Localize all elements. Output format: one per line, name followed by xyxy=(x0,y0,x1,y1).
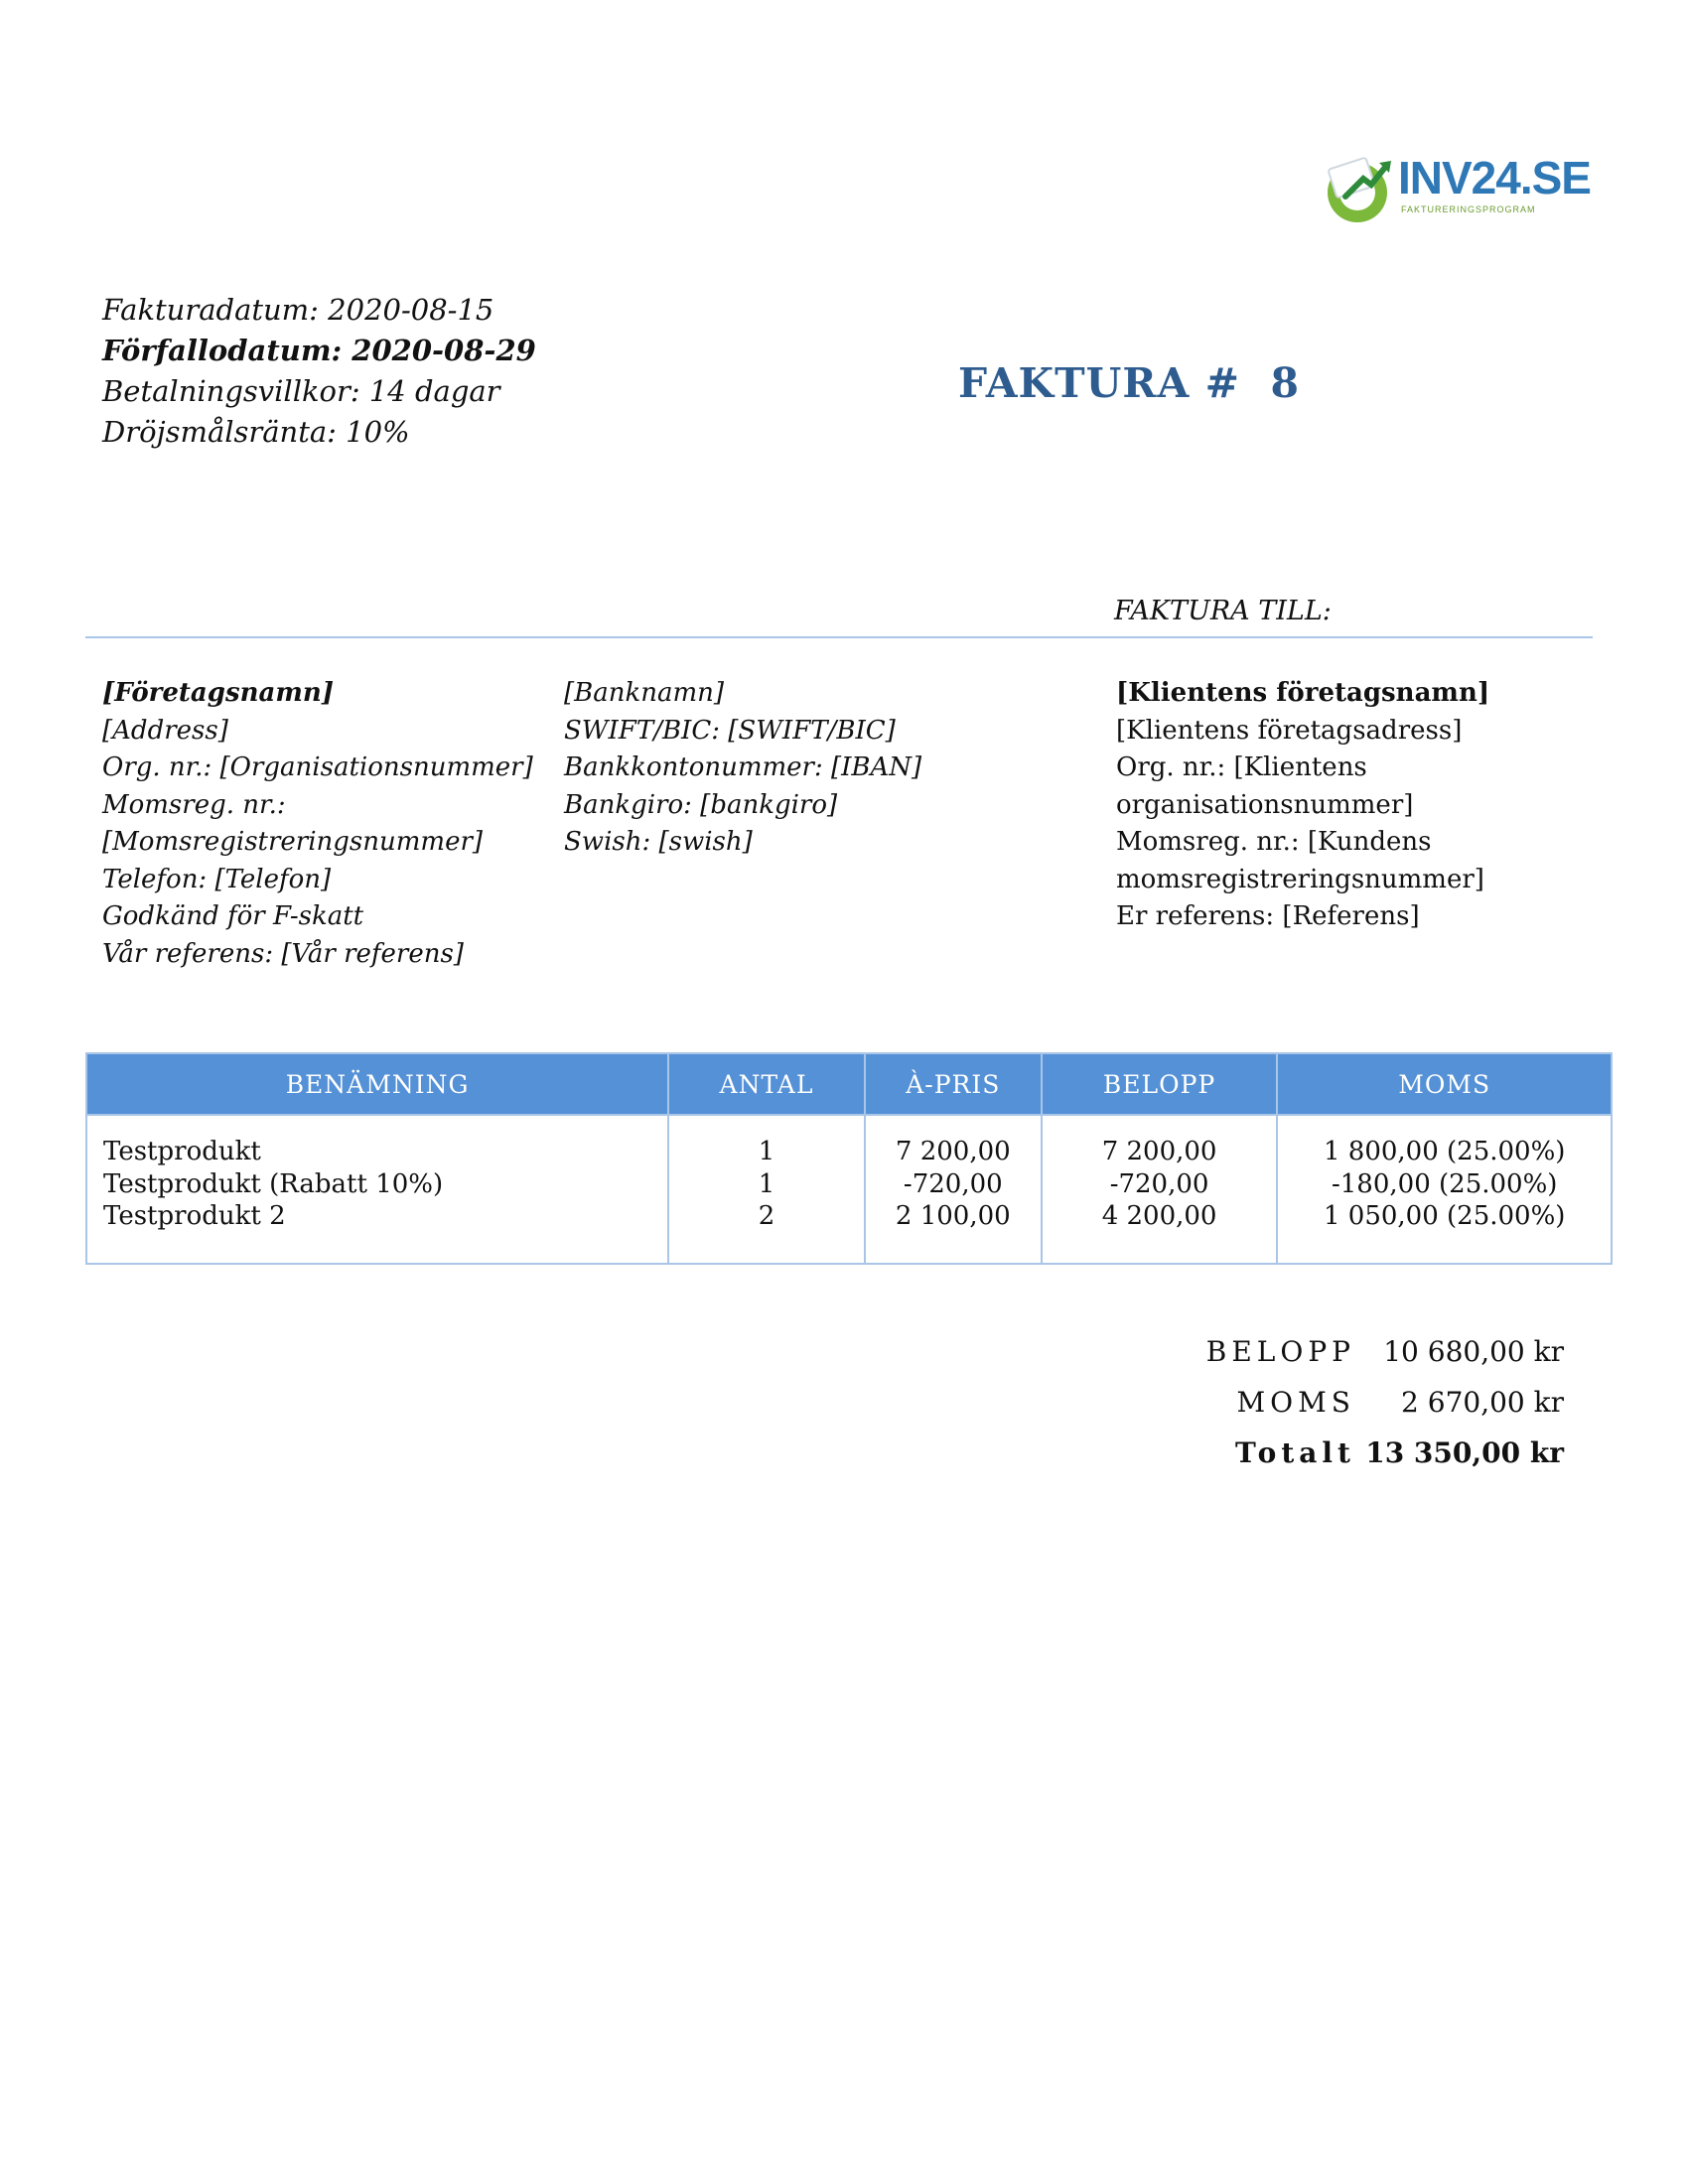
payment-terms: Betalningsvillkor: 14 dagar xyxy=(102,374,500,408)
cell-amount xyxy=(1042,1115,1278,1264)
cell-quantity xyxy=(668,1115,865,1264)
bank-name: [Banknamn] xyxy=(564,678,725,708)
item-name: Testprodukt 2 xyxy=(103,1201,286,1231)
item-name: Testprodukt xyxy=(103,1137,261,1166)
totals-total-row xyxy=(1092,1436,1569,1487)
seller-reference: Vår referens: [Vår referens] xyxy=(102,938,464,969)
due-date: Förfallodatum: 2020-08-29 xyxy=(102,334,536,367)
company-logo xyxy=(1324,149,1591,228)
item-quantity: 1 xyxy=(758,1168,775,1199)
totals-vat-row xyxy=(1092,1386,1569,1436)
cell-vat xyxy=(1277,1115,1612,1264)
seller-details xyxy=(102,675,533,973)
seller-address: [Address] xyxy=(102,715,228,746)
item-vat: -180,00 (25.00%) xyxy=(1331,1168,1558,1199)
client-reference: Er referens: [Referens] xyxy=(1116,901,1420,931)
totals-vat-label: MOMS xyxy=(1236,1386,1355,1419)
items-table xyxy=(85,1052,1613,1265)
item-quantity: 1 xyxy=(758,1137,775,1166)
client-vat-line1: Momsreg. nr.: [Kundens xyxy=(1116,827,1432,857)
totals-total-value: 13 350,00 kr xyxy=(1365,1436,1564,1469)
item-quantity: 2 xyxy=(758,1201,775,1231)
table-header-row xyxy=(86,1053,1612,1115)
totals-summary xyxy=(1092,1335,1569,1487)
item-unit-price: 2 100,00 xyxy=(895,1201,1011,1231)
item-amount: 7 200,00 xyxy=(1101,1137,1217,1166)
bank-account: Bankkontonummer: [IBAN] xyxy=(564,752,922,782)
item-unit-price: 7 200,00 xyxy=(895,1137,1011,1166)
header-unit-price: À-PRIS xyxy=(865,1053,1042,1115)
header-vat: MOMS xyxy=(1277,1053,1612,1115)
invoice-date: Fakturadatum: 2020-08-15 xyxy=(102,293,494,327)
seller-f-tax: Godkänd för F-skatt xyxy=(102,901,364,931)
seller-phone: Telefon: [Telefon] xyxy=(102,864,332,894)
logo-mark-icon xyxy=(1324,153,1395,224)
totals-amount-label: BELOPP xyxy=(1205,1335,1355,1368)
item-amount: -720,00 xyxy=(1109,1168,1209,1199)
header-description: BENÄMNING xyxy=(86,1053,668,1115)
seller-vat-value: [Momsregistreringsnummer] xyxy=(102,827,484,857)
header-quantity: ANTAL xyxy=(668,1053,865,1115)
totals-amount-row xyxy=(1092,1335,1569,1386)
client-details xyxy=(1116,675,1489,936)
item-vat: 1 050,00 (25.00%) xyxy=(1323,1201,1566,1231)
bank-details xyxy=(564,675,921,862)
client-address: [Klientens företagsadress] xyxy=(1116,715,1463,746)
bank-swift: SWIFT/BIC: [SWIFT/BIC] xyxy=(564,715,896,746)
logo-wordmark: INV24.SE xyxy=(1398,152,1591,204)
item-name: Testprodukt (Rabatt 10%) xyxy=(103,1168,444,1199)
client-vat-line2: momsregistreringsnummer] xyxy=(1116,864,1484,894)
item-unit-price: -720,00 xyxy=(903,1168,1003,1199)
client-org-nr-line2: organisationsnummer] xyxy=(1116,789,1414,820)
invoice-to-label: FAKTURA TILL: xyxy=(1114,596,1332,626)
divider xyxy=(85,636,1593,638)
cell-unit-price xyxy=(865,1115,1042,1264)
invoice-title: FAKTURA # 8 xyxy=(958,359,1301,407)
client-org-nr-line1: Org. nr.: [Klientens xyxy=(1116,752,1367,782)
invoice-dates xyxy=(102,290,536,453)
table-row xyxy=(86,1115,1612,1264)
header-amount: BELOPP xyxy=(1042,1053,1278,1115)
seller-vat-label: Momsreg. nr.: xyxy=(102,789,286,820)
bank-bankgiro: Bankgiro: [bankgiro] xyxy=(564,789,838,820)
logo-tagline: FAKTURERINGSPROGRAM xyxy=(1401,205,1536,214)
late-interest: Dröjsmålsränta: 10% xyxy=(102,415,410,449)
totals-total-label: Totalt xyxy=(1235,1436,1355,1469)
totals-vat-value: 2 670,00 kr xyxy=(1401,1386,1564,1419)
totals-amount-value: 10 680,00 kr xyxy=(1383,1335,1564,1368)
bank-swish: Swish: [swish] xyxy=(564,827,753,857)
item-vat: 1 800,00 (25.00%) xyxy=(1323,1137,1566,1166)
seller-org-nr: Org. nr.: [Organisationsnummer] xyxy=(102,752,533,782)
seller-company: [Företagsnamn] xyxy=(102,678,335,708)
client-company: [Klientens företagsnamn] xyxy=(1116,678,1490,708)
item-amount: 4 200,00 xyxy=(1101,1201,1217,1231)
cell-description xyxy=(86,1115,668,1264)
